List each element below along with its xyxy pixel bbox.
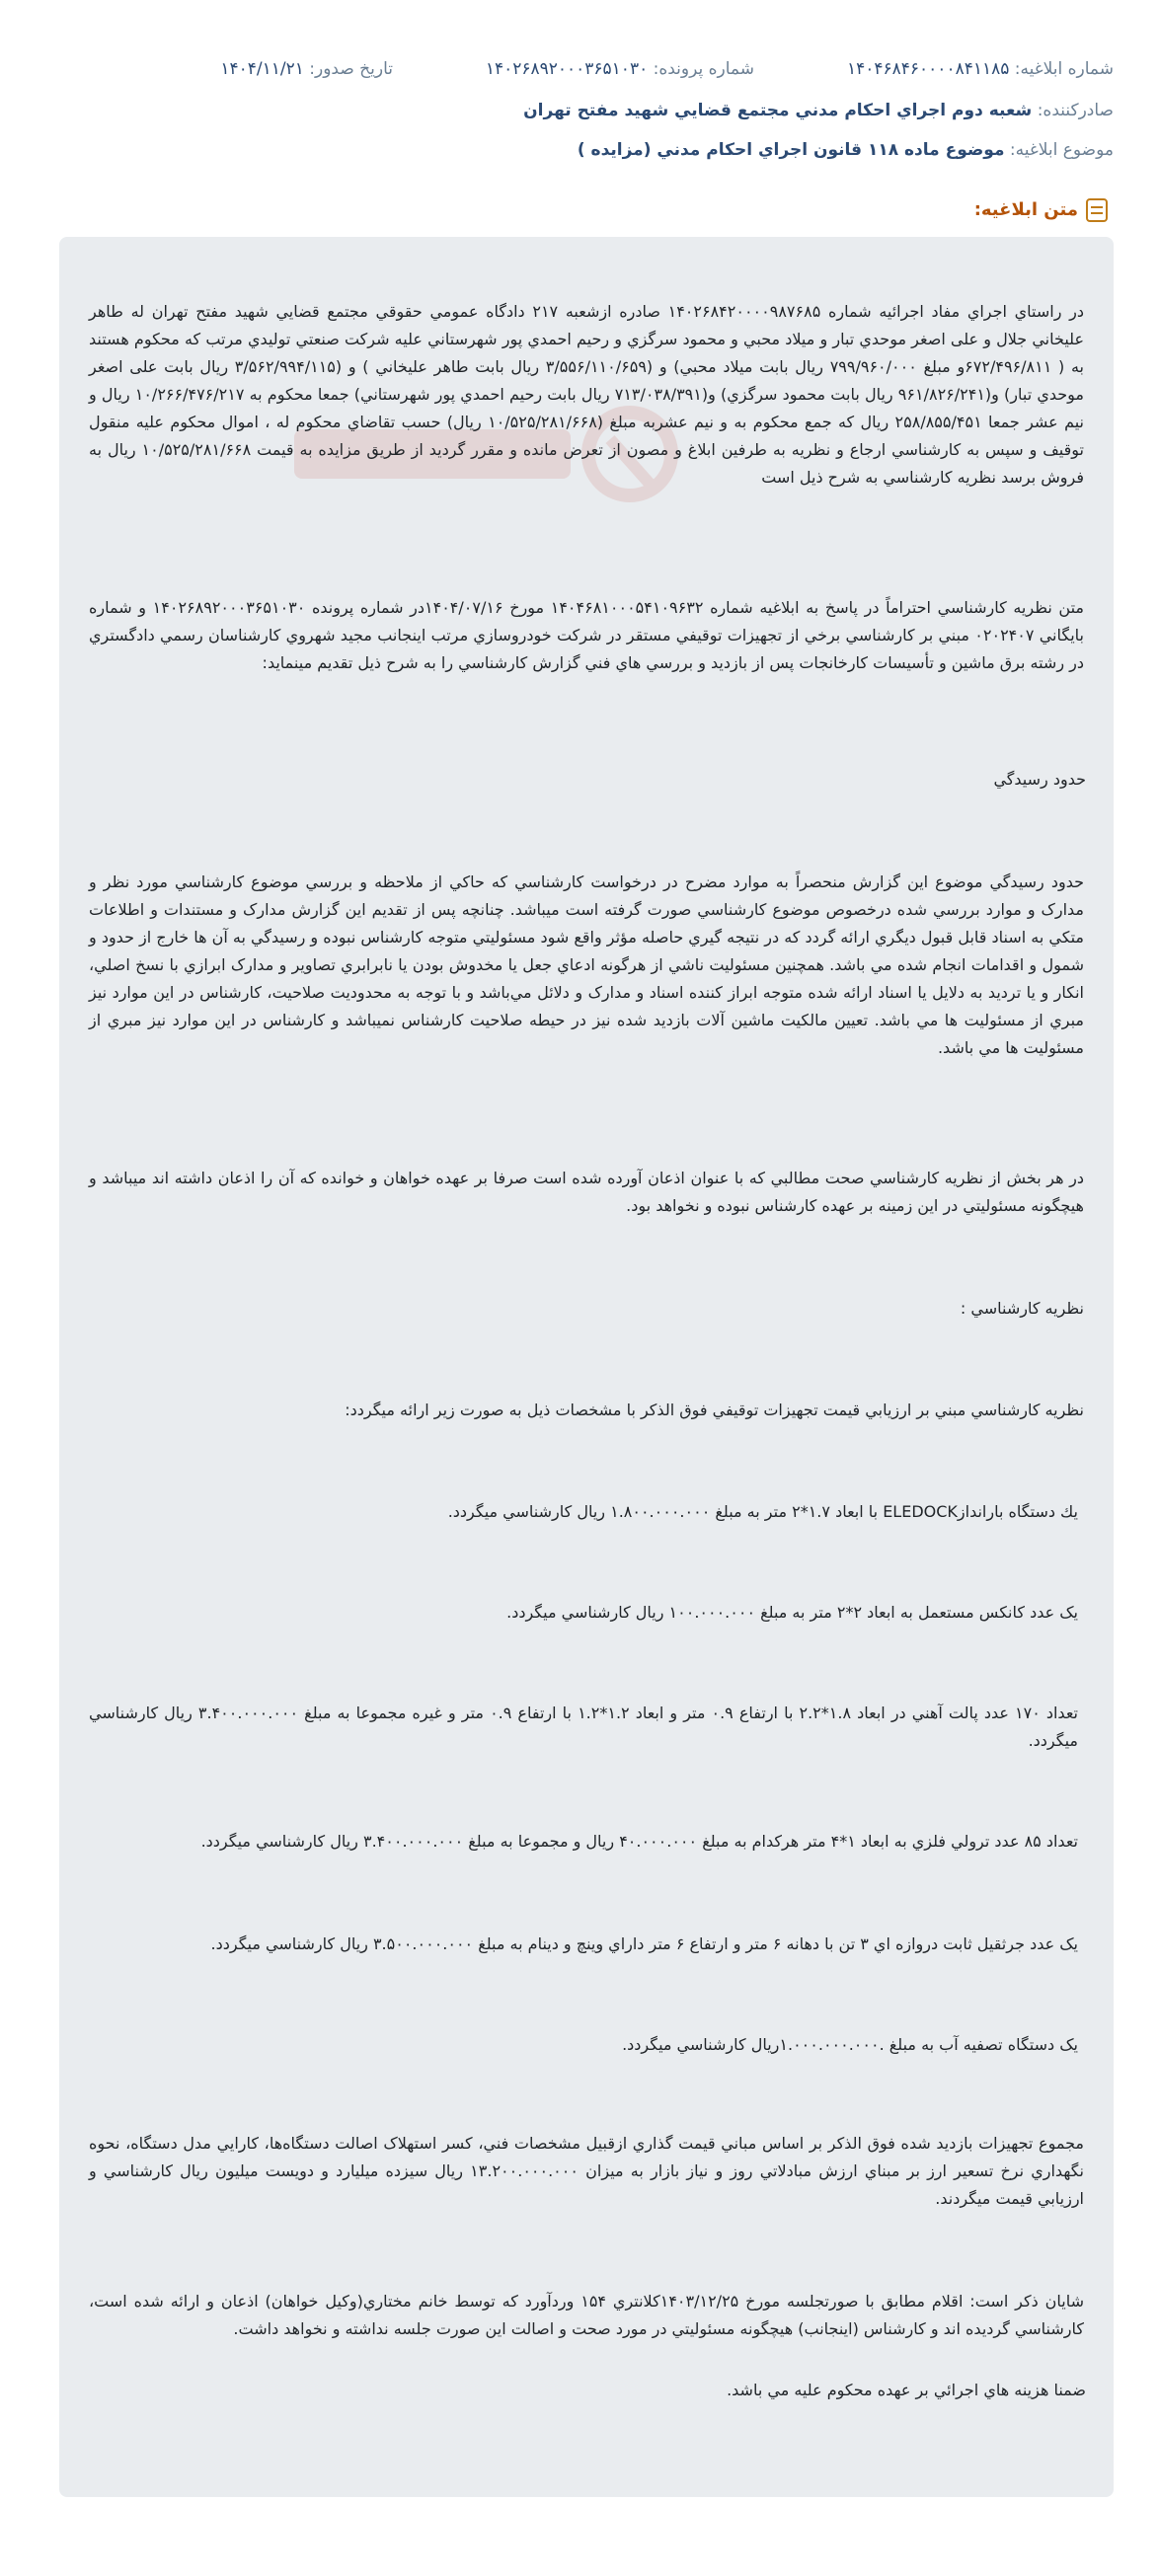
item-trolleys: تعداد ۸۵ عدد ترولي فلزي به ابعاد ۱*۴ متر هرکدام به مبلغ ۴۰.۰۰۰.۰۰۰ ريال و مجموعا به مبلغ ۳.۴۰۰.۰۰۰.۰۰۰ ريال کارشناسي ميگردد. [200,1832,1078,1851]
subject-value: موضوع ماده ۱۱۸ قانون اجراي احکام مدني (مزايده ) [577,140,1005,160]
subject [578,130,1114,170]
paragraph-costs: ضمنا هزينه هاي اجرائي بر عهده محکوم عليه مي باشد. [727,2381,1086,2399]
item-water-treatment: يک دستگاه تصفيه آب به مبلغ .۱.۰۰۰.۰۰۰.۰۰۰ريال کارشناسي ميگردد. [622,2035,1078,2054]
paragraph-total-valuation: مجموع تجهيزات بازديد شده فوق الذکر بر اساس مباني قيمت گذاري ازقبيل مشخصات فني، کسر استهلاک اصالت دستگاه‌ها، کارايي مدل دستگاه، نحوه نگهداري نرخ تسعير ارز بر مبناي ارزش مبادلاتي روز و نياز بازار به ميزان ۱۳.۲۰۰.۰۰۰.۰۰۰ ريال سيزده ميليارد و دويست ميليون ريال کارشناسي و ارزيابي قيمت ميگردند. [89,2134,1084,2208]
paragraph-expert-opinion-intro: متن نظريه کارشناسي احتراماً در پاسخ به ابلاغيه شماره ۱۴۰۴۶۸۱۰۰۰۵۴۱۰۹۶۳۲ مورخ ۱۴۰۴/۰۷/۱۶در شماره پرونده ۱۴۰۲۶۸۹۲۰۰۰۳۶۵۱۰۳۰ و شماره بايگاني ۰۲۰۲۴۰۷ مبني بر کارشناسي برخي از تجهيزات توقيفي مستقر در شرکت خودروسازي مرتب اينجانب مجيد شهروي کارشناسان رسمي دادگستري در رشته برق ماشين و تأسيسات کارخانجات پس از بازديد و بررسي هاي فني گزارش کارشناسي را به شرح ذيل تقديم مينمايد: [89,598,1084,672]
header-row-2 [0,91,1159,130]
subject-label: موضوع ابلاغيه: [1009,140,1114,160]
heading-expert-opinion: نظريه کارشناسي : [960,1299,1084,1318]
item-eledock: يك دستگاه باراندازELEDOCK با ابعاد ۱.۷*۲ متر به مبلغ ۱.۸۰۰.۰۰۰.۰۰۰ ريال كارشناسي ميگردد. [447,1502,1078,1521]
heading-scope: حدود رسيدگي [993,770,1086,789]
issue-date [220,49,393,89]
item-container: يک عدد کانکس مستعمل به ابعاد ۲*۲ متر به مبلغ ۱۰۰.۰۰۰.۰۰۰ ريال کارشناسي ميگردد. [506,1603,1078,1622]
header-row-3 [0,130,1159,170]
item-pallets: تعداد ۱۷۰ عدد پالت آهني در ابعاد ۱.۸*۲.۲ با ارتفاع ۰.۹ متر و ابعاد ۱.۲*۱.۲ با ارتفاع ۰.۹ متر و غيره مجموعا به مبلغ ۳.۴۰۰.۰۰۰.۰۰۰ ريال کارشناسي ميگردد. [89,1704,1078,1750]
notice-number [847,49,1114,89]
case-number-value: ۱۴۰۲۶۸۹۲۰۰۰۳۶۵۱۰۳۰ [485,59,649,79]
notice-number-label: شماره ابلاغيه: [1014,59,1114,79]
notice-body [59,237,1114,2497]
paragraph-valuation-intro: نظريه کارشناسي مبني بر ارزيابي قيمت تجهيزات توقيفي فوق الذکر با مشخصات ذيل به صورت زير ارائه ميگردد: [345,1401,1084,1419]
header-row-1 [0,49,1159,89]
issue-date-value: ۱۴۰۴/۱۱/۲۱ [220,59,304,79]
case-number [486,49,754,89]
issuer-label: صادرکننده: [1037,101,1114,120]
issuer-value: شعبه دوم اجراي احکام مدني مجتمع قضايي شهيد مفتح تهران [523,101,1033,120]
notice-text-heading [974,193,1108,227]
case-number-label: شماره پرونده: [653,59,754,79]
paragraph-acknowledgement: در هر بخش از نظريه کارشناسي صحت مطالبي که با عنوان اذعان آورده شده است صرفا بر عهده خواهان و خوانده که آن را اذعان داشته اند ميباشد و هيچگونه مسئوليتي در اين زمينه بر عهده کارشناس نبوده و نخواهد بود. [89,1169,1084,1215]
issue-date-label: تاريخ صدور: [309,59,393,79]
item-crane: يک عدد جرثقيل ثابت دروازه اي ۳ تن با دهانه ۶ متر و ارتفاع ۶ متر داراي وينچ و دينام به مبلغ ۳.۵۰۰.۰۰۰.۰۰۰ ريال کارشناسي ميگردد. [210,1934,1078,1953]
notice-icon [1086,198,1108,222]
notice-text-title: متن ابلاغيه: [973,199,1078,220]
notice-number-value: ۱۴۰۴۶۸۴۶۰۰۰۰۸۴۱۱۸۵ [847,59,1010,79]
issuer [523,91,1114,130]
paragraph-execution: در راستاي اجراي مفاد اجرائيه شماره ۱۴۰۲۶۸۴۲۰۰۰۰۹۸۷۶۸۵ صادره ازشعبه ۲۱۷ دادگاه عمومي حقوقي مجتمع قضايي شهيد مفتح تهران له طاهر عليخاني جلال و علی اصغر موحدي تبار و ميلاد محبي و محمود سرگزي و رحيم احمدي پور شهرستاني عليه شرکت صنعتي توليدي مرتب که محکوم هستند به ( ۶۷۲/۴۹۶/۸۱۱و مبلغ ۷۹۹/۹۶۰/۰۰۰ ريال بابت ميلاد محبي) و (۳/۵۵۶/۱۱۰/۶۵۹ ريال بابت طاهر عليخاني ) و (۳/۵۶۲/۹۹۴/۱۱۵ ريال بابت علی اصغر موحدي تبار) و(۹۶۱/۸۲۶/۲۴۱ ريال بابت محمود سرگزي) و(۷۱۳/۰۳۸/۳۹۱ ريال بابت رحيم احمدي پور شهرستاني) جمعا محکوم به ۱۰/۲۶۶/۴۷۶/۲۱۷ ريال و نيم عشر جمعا ۲۵۸/۸۵۵/۴۵۱ ريال که جمع محکوم به و نيم عشربه مبلغ (۱۰/۵۲۵/۲۸۱/۶۶۸ ريال) حسب تقاضاي محکوم له ، اموال محکوم عليه منقول توقيف و سپس به کارشناسي ارجاع و نظريه به طرفين ابلاغ و مصون از تعرض مانده و مقرر گرديد از طريق مزايده به قيمت ۱۰/۵۲۵/۲۸۱/۶۶۸ ريال به فروش برسد نظريه کارشناسي به شرح ذيل است [89,302,1085,487]
paragraph-scope: حدود رسيدگي موضوع اين گزارش منحصراً به موارد مضرح در درخواست کارشناسي که حاکي از ملاحظه و بررسي موضوع کارشناسي مورد نظر و مدارک و موارد بررسي شده درخصوص موضوع کارشناسي صورت گرفته است ميباشد. چنانچه پس از تقديم اين گزارش مدارک و مستندات و اطلاعات متکي به اسناد قابل قبول ديگري ارائه گردد که در نتيجه گيري حاصله مؤثر واقع شود مسئوليتي متوجه کارشناس نبوده و رسيدگي به آن ها خارج از حدود و شمول و اقدامات انجام شده مي باشد. همچنين مسئوليت ناشي از هرگونه ادعاي جعل يا مخدوش بودن يا نابرابري تصاوير و مدارک ابرازي با نسخ اصلي، انکار و يا ترديد به دلايل يا اسناد ارائه شده متوجه ابراز کننده اسناد و مدارک و دلائل مي‌باشد و با توجه به محدوديت صلاحيت، کارشناس در اين موارد نيز مبري از مسئوليت ها مي باشد. تعيين مالکيت ماشين آلات بازديد شده نيز در حيطه صلاحيت کارشناس نميباشد و کارشناس در اين موارد نيز مبري از مسئوليت ها مي باشد. [89,872,1084,1057]
paragraph-note: شايان ذکر است: اقلام مطابق با صورتجلسه مورخ ۱۴۰۳/۱۲/۲۵کلانتري ۱۵۴ وردآورد که توسط خانم مختاري(وکيل خواهان) اذعان و ارائه شده است، کارشناسي گرديده اند و کارشناس (اينجانب) هيچگونه مسئوليتي در مورد صحت و اصالت اين صورت جلسه نداشته و نخواهد داشت. [89,2292,1084,2338]
